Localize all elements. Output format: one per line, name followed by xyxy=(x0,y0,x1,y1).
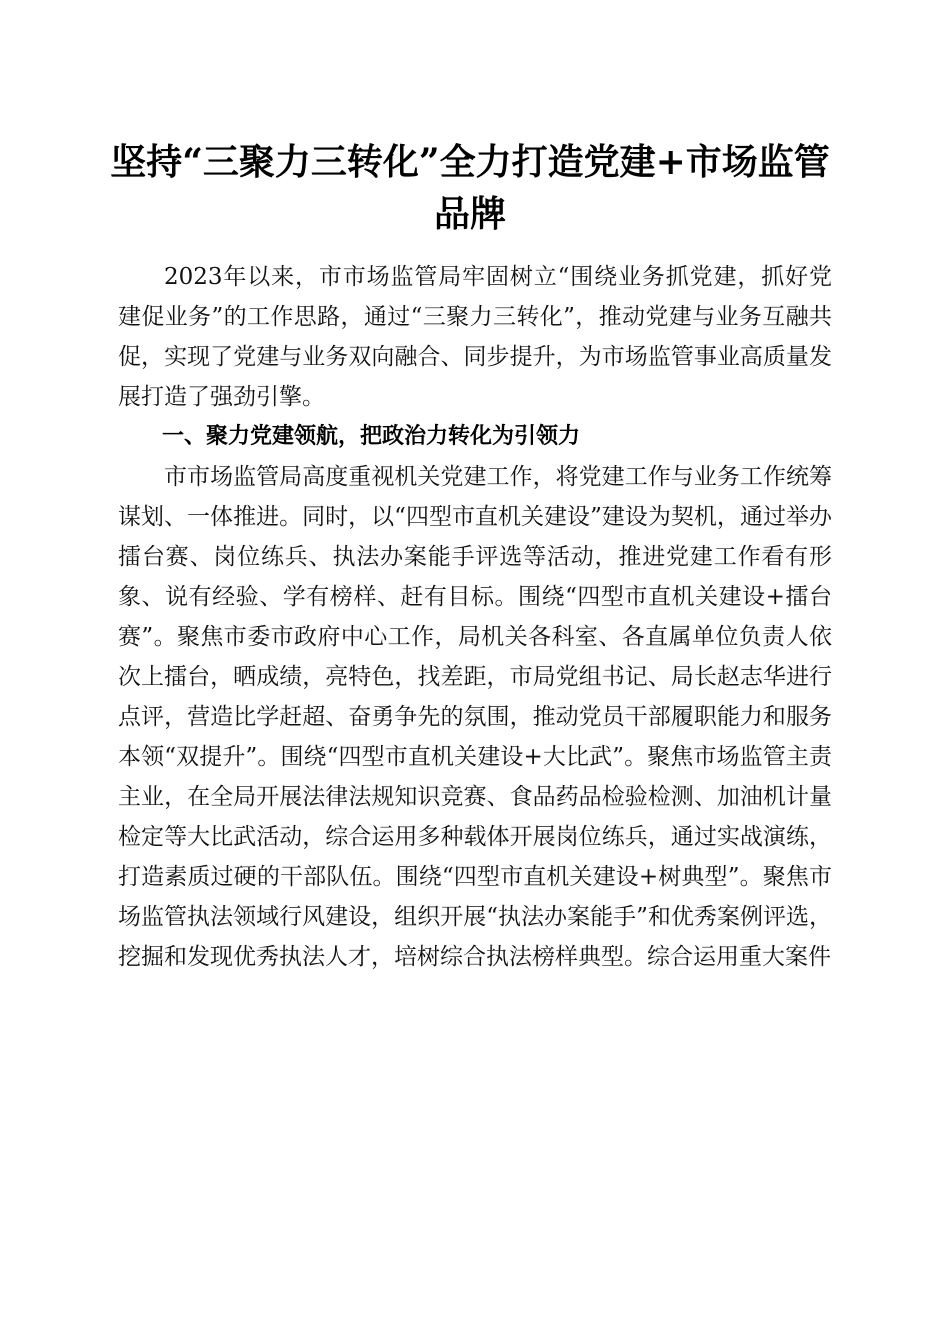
intro-paragraph: 2023年以来，市市场监管局牢固树立“围绕业务抓党建，抓好党建促业务”的工作思路，通过“三聚力三转化”，推动党建与业务互融共促，实现了党建与业务双向融合、同步提升，为市场监管事业高质量发展打造了强劲引擎。 xyxy=(118,264,832,410)
section-1-paragraph: 市市场监管局高度重视机关党建工作，将党建工作与业务工作统筹谋划、一体推进。同时，以“四型市直机关建设”建设为契机，通过举办擂台赛、岗位练兵、执法办案能手评选等活动，推进党建工作看有形象、说有经验、学有榜样、赶有目标。围绕“四型市直机关建设+擂台赛”。聚焦市委市政府中心工作，局机关各科室、各直属单位负责人依次上擂台，晒成绩，亮特色，找差距，市局党组书记、局长赵志华进行点评，营造比学赶超、奋勇争先的氛围，推动党员干部履职能力和服务本领“双提升”。围绕“四型市直机关建设+大比武”。聚焦市场监管主责主业，在全局开展法律法规知识竞赛、食品药品检验检测、加油机计量检定等大比武活动，综合运用多种载体开展岗位练兵，通过实战演练，打造素质过硬的干部队伍。围绕“四型市直机关建设+树典型”。聚焦市场监管执法领域行风建设，组织开展“执法办案能手”和优秀案例评选，挖掘和发现优秀执法人才，培树综合执法榜样典型。综合运用重大案件 xyxy=(118,464,832,970)
document-title: 坚持“三聚力三转化”全力打造党建+市场监管品牌 xyxy=(110,141,830,235)
document-body xyxy=(118,257,832,977)
section-1-heading: 一、聚力党建领航，把政治力转化为引领力 xyxy=(162,424,581,449)
